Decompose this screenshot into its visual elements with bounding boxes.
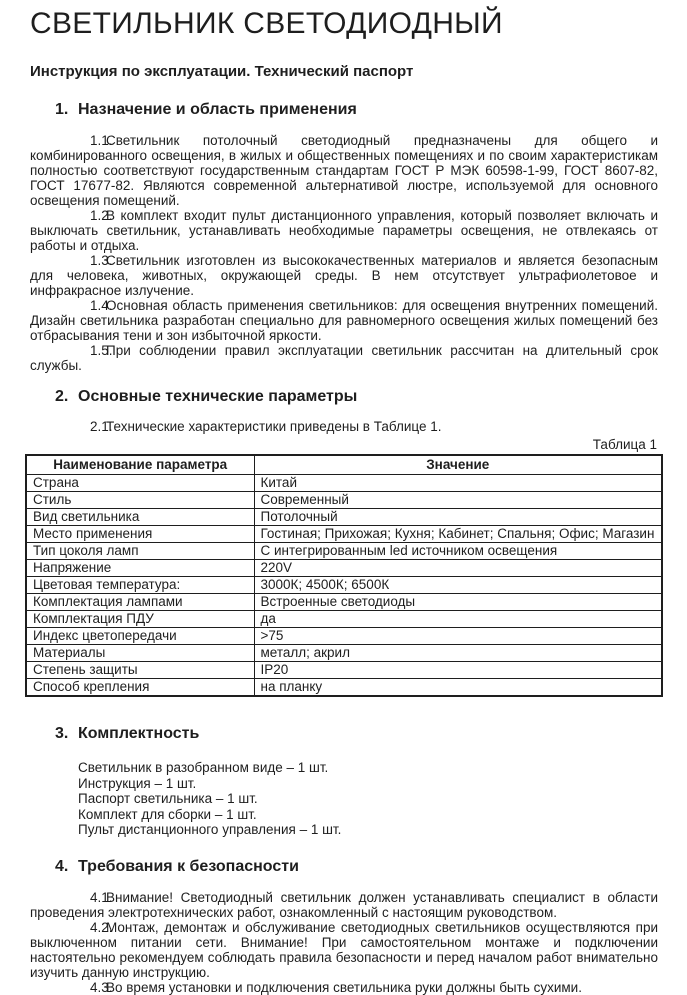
paragraph [30, 253, 658, 298]
value-cell: 3000К; 4500К; 6500К [254, 577, 662, 594]
section-number: 1. [55, 101, 69, 118]
paragraph-number: 1.5. [90, 343, 113, 358]
param-cell: Материалы [26, 645, 254, 662]
section-heading-4 [55, 857, 658, 876]
section-title: Комплектность [78, 725, 200, 742]
table-row [26, 475, 662, 492]
doc-subtitle: Инструкция по эксплуатации. Технический паспорт [30, 63, 414, 80]
section-4-paragraphs [30, 890, 658, 995]
list-item: Светильник в разобранном виде – 1 шт. [78, 760, 329, 775]
param-cell: Стиль [26, 492, 254, 509]
paragraph [30, 298, 658, 343]
section-number: 2. [55, 388, 69, 405]
value-cell: Гостиная; Прихожая; Кухня; Кабинет; Спальня; Офис; Магазин [254, 526, 662, 543]
section-title: Основные технические параметры [78, 388, 358, 405]
paragraph [30, 133, 658, 208]
list-item: Пульт дистанционного управления – 1 шт. [78, 822, 342, 837]
paragraph [30, 208, 658, 253]
paragraph-number: 2.1. [90, 419, 113, 434]
table-row [26, 543, 662, 560]
paragraph-text: Внимание! Светодиодный светильник должен устанавливать специалист в области проведения электротехнических работ, ознакомленный с настоящим руководством. [30, 889, 658, 920]
table-row [26, 611, 662, 628]
table-row [26, 662, 662, 679]
table-row [26, 560, 662, 577]
list-item: Комплект для сборки – 1 шт. [78, 806, 257, 822]
section-heading-1 [55, 100, 658, 119]
paragraph [30, 343, 658, 373]
section-1-paragraphs [30, 133, 658, 373]
value-cell: на планку [254, 679, 662, 697]
value-cell: Потолочный [254, 509, 662, 526]
paragraph-text: Технические характеристики приведены в Таблице 1. [106, 419, 442, 434]
section-number: 3. [55, 725, 69, 742]
param-cell: Способ крепления [26, 679, 254, 697]
paragraph-text: Монтаж, демонтаж и обслуживание светодиодных светильников осуществляются при выключенном питании сети. Внимание! При самостоятельном монтаже и подключении настоятельно рекомендуем соблюдать правила безопасности и перед началом работ внимательно изучить данную инструкцию. [30, 919, 658, 980]
list-item: Инструкция – 1 шт. [78, 775, 197, 791]
table-row [26, 628, 662, 645]
param-cell: Тип цоколя ламп [26, 543, 254, 560]
paragraph-text: Основная область применения светильников: для освещения внутренних помещений. Дизайн светильника разработан специально для равномерного освещения жилых помещений без отбрасывания тени и зон избыточной яркости. [30, 298, 658, 343]
paragraph [30, 419, 658, 434]
paragraph-number: 4.1. [90, 889, 113, 905]
value-cell: Современный [254, 492, 662, 509]
value-cell: металл; акрил [254, 645, 662, 662]
table-header-row [26, 455, 662, 475]
paragraph-number: 4.2. [90, 919, 113, 935]
param-cell: Цветовая температура: [26, 577, 254, 594]
paragraph [30, 890, 658, 920]
paragraph [30, 920, 658, 980]
section-heading-2 [55, 387, 658, 406]
list-item: Паспорт светильника – 1 шт. [78, 791, 258, 806]
param-cell: Напряжение [26, 560, 254, 577]
value-cell: Китай [254, 475, 662, 492]
paragraph-number: 1.3. [90, 253, 113, 268]
kit-list [78, 760, 658, 838]
paragraph-number: 1.4. [90, 298, 113, 313]
section-number: 4. [55, 857, 69, 875]
doc-title: СВЕТИЛЬНИК СВЕТОДИОДНЫЙ [30, 7, 503, 40]
paragraph-number: 1.1. [90, 133, 113, 148]
paragraph-text: Светильник изготовлен из высококачественных материалов и является безопасным для человека, животных, окружающей среды. В нем отсутствует ультрафиолетовое и инфракрасное излучение. [30, 253, 658, 298]
param-cell: Страна [26, 475, 254, 492]
param-cell: Степень защиты [26, 662, 254, 679]
table-row [26, 679, 662, 697]
value-cell: Встроенные светодиоды [254, 594, 662, 611]
paragraph-text: В комплект входит пульт дистанционного управления, который позволяет включать и выключать светильник, устанавливать необходимые параметры освещения, не отвлекаясь от работы и отдыха. [30, 208, 658, 253]
table-row [26, 594, 662, 611]
param-cell: Комплектация ПДУ [26, 611, 254, 628]
value-cell: IP20 [254, 662, 662, 679]
param-cell: Место применения [26, 526, 254, 543]
paragraph-number: 4.3. [90, 979, 113, 995]
section-title: Назначение и область применения [78, 101, 357, 118]
spec-table [25, 454, 663, 697]
column-header-value: Значение [254, 455, 662, 475]
table-row [26, 577, 662, 594]
param-cell: Вид светильника [26, 509, 254, 526]
paragraph-text: Светильник потолочный светодиодный предназначены для общего и комбинированного освещения, в жилых и общественных помещениях и по своим характеристикам полностью соответствуют государственным стандартам ГОСТ Р МЭК 60598-1-99, ГОСТ 8607-82, ГОСТ 17677-82. Являются современной альтернативой люстре, используемой для основного освещения помещений. [30, 133, 658, 208]
param-cell: Комплектация лампами [26, 594, 254, 611]
paragraph [30, 980, 658, 995]
param-cell: Индекс цветопередачи [26, 628, 254, 645]
paragraph-text: При соблюдении правил эксплуатации светильник рассчитан на длительный срок службы. [30, 343, 658, 373]
section-heading-3 [55, 724, 658, 743]
value-cell: да [254, 611, 662, 628]
column-header-parameter: Наименование параметра [26, 455, 254, 475]
paragraph-number: 1.2. [90, 208, 113, 223]
section-title: Требования к безопасности [78, 857, 299, 875]
table-row [26, 645, 662, 662]
value-cell: >75 [254, 628, 662, 645]
table-row [26, 509, 662, 526]
table-row [26, 526, 662, 543]
table-row [26, 492, 662, 509]
paragraph-text: Во время установки и подключения светильника руки должны быть сухими. [106, 979, 582, 995]
table-caption: Таблица 1 [592, 437, 657, 452]
value-cell: С интегрированным led источником освещения [254, 543, 662, 560]
value-cell: 220V [254, 560, 662, 577]
